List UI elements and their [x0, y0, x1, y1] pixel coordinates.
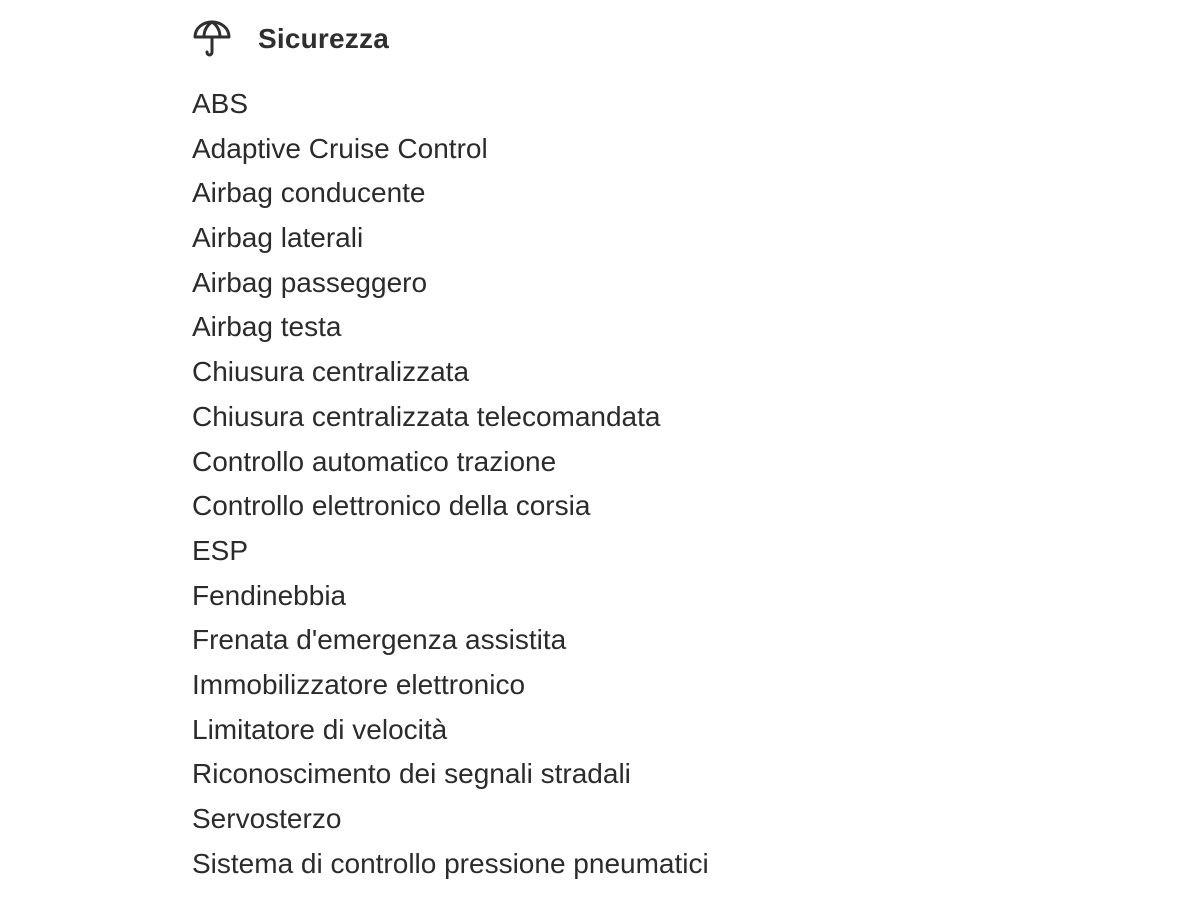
feature-item-chiusura-centralizzata-telecomandata: Chiusura centralizzata telecomandata: [192, 400, 661, 432]
feature-item-adaptive-cruise-control: Adaptive Cruise Control: [192, 132, 488, 164]
feature-item-airbag-laterali: Airbag laterali: [192, 222, 364, 254]
feature-item-fendinebbia: Fendinebbia: [192, 579, 347, 611]
feature-item-airbag-passeggero: Airbag passeggero: [192, 266, 428, 298]
feature-item-esp: ESP: [192, 534, 249, 566]
feature-item-immobilizzatore-elettronico: Immobilizzatore elettronico: [192, 668, 526, 700]
section-title: Sicurezza: [258, 23, 389, 54]
feature-item-airbag-testa: Airbag testa: [192, 311, 342, 343]
umbrella-icon: [192, 18, 234, 60]
feature-item-airbag-conducente: Airbag conducente: [192, 177, 426, 209]
feature-item-limitatore-velocita: Limitatore di velocità: [192, 713, 448, 745]
feature-item-riconoscimento-segnali-stradali: Riconoscimento dei segnali stradali: [192, 758, 631, 790]
feature-item-abs: ABS: [192, 88, 249, 119]
feature-item-controllo-pressione-pneumatici: Sistema di controllo pressione pneumatici: [192, 847, 709, 879]
safety-section: [192, 18, 1092, 886]
feature-item-chiusura-centralizzata: Chiusura centralizzata: [192, 356, 470, 388]
feature-item-controllo-automatico-trazione: Controllo automatico trazione: [192, 445, 557, 477]
section-header: [192, 18, 1092, 60]
feature-item-controllo-elettronico-corsia: Controllo elettronico della corsia: [192, 490, 591, 522]
feature-list: [192, 82, 1092, 886]
feature-item-frenata-emergenza-assistita: Frenata d'emergenza assistita: [192, 624, 567, 656]
feature-item-servosterzo: Servosterzo: [192, 803, 342, 834]
